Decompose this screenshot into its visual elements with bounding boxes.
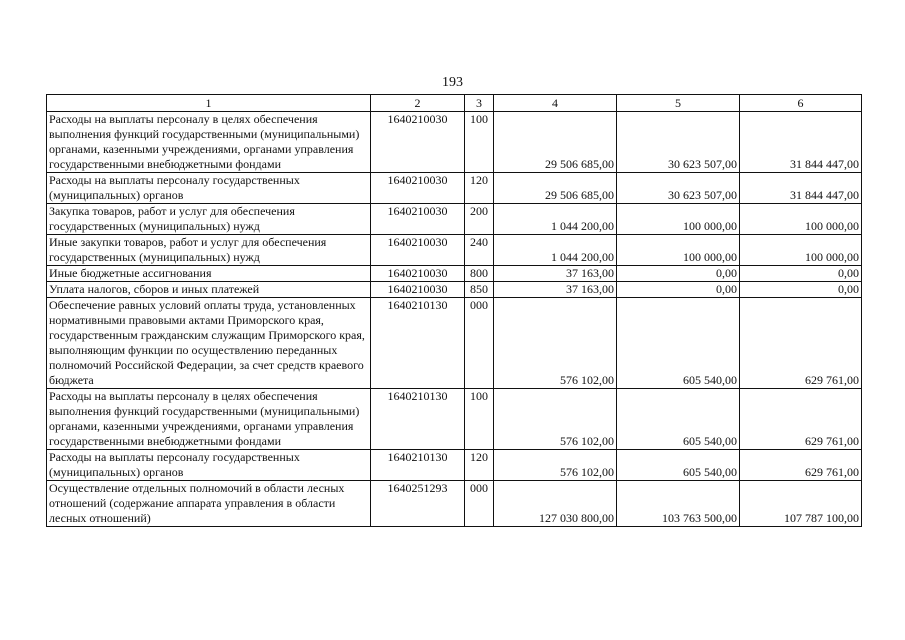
target-article-cell: 1640210130 [371, 298, 465, 389]
expense-type-cell: 000 [465, 298, 494, 389]
row-name-cell: Иные закупки товаров, работ и услуг для обеспечения государственных (муниципальных) нужд [47, 235, 371, 266]
amount-year3-cell: 100 000,00 [740, 235, 862, 266]
amount-year1-cell: 1 044 200,00 [494, 204, 617, 235]
amount-year1-cell: 127 030 800,00 [494, 481, 617, 527]
expense-type-cell: 120 [465, 173, 494, 204]
amount-year1-cell: 1 044 200,00 [494, 235, 617, 266]
table-header-row [47, 95, 862, 112]
column-header: 6 [740, 95, 862, 112]
page-number: 193 [442, 75, 463, 90]
amount-year2-cell: 30 623 507,00 [617, 173, 740, 204]
table-row [47, 481, 862, 527]
amount-year1-cell: 576 102,00 [494, 298, 617, 389]
amount-year3-cell: 31 844 447,00 [740, 112, 862, 173]
amount-year3-cell: 0,00 [740, 282, 862, 298]
expense-type-cell: 850 [465, 282, 494, 298]
amount-year1-cell: 29 506 685,00 [494, 173, 617, 204]
expense-type-cell: 240 [465, 235, 494, 266]
amount-year1-cell: 29 506 685,00 [494, 112, 617, 173]
table-row [47, 235, 862, 266]
amount-year1-cell: 576 102,00 [494, 450, 617, 481]
row-name-cell: Расходы на выплаты персоналу государственных (муниципальных) органов [47, 450, 371, 481]
target-article-cell: 1640210130 [371, 450, 465, 481]
column-header: 3 [465, 95, 494, 112]
expense-type-cell: 000 [465, 481, 494, 527]
amount-year3-cell: 629 761,00 [740, 450, 862, 481]
amount-year1-cell: 37 163,00 [494, 282, 617, 298]
amount-year2-cell: 100 000,00 [617, 204, 740, 235]
target-article-cell: 1640210030 [371, 235, 465, 266]
amount-year1-cell: 37 163,00 [494, 266, 617, 282]
amount-year2-cell: 605 540,00 [617, 450, 740, 481]
column-header: 4 [494, 95, 617, 112]
amount-year2-cell: 0,00 [617, 266, 740, 282]
table-row [47, 282, 862, 298]
expense-type-cell: 100 [465, 389, 494, 450]
amount-year3-cell: 629 761,00 [740, 298, 862, 389]
expense-type-cell: 800 [465, 266, 494, 282]
column-header: 2 [371, 95, 465, 112]
amount-year2-cell: 103 763 500,00 [617, 481, 740, 527]
amount-year3-cell: 100 000,00 [740, 204, 862, 235]
row-name-cell: Уплата налогов, сборов и иных платежей [47, 282, 371, 298]
target-article-cell: 1640210030 [371, 173, 465, 204]
amount-year3-cell: 31 844 447,00 [740, 173, 862, 204]
amount-year1-cell: 576 102,00 [494, 389, 617, 450]
expense-type-cell: 120 [465, 450, 494, 481]
table-row [47, 450, 862, 481]
table-row [47, 112, 862, 173]
amount-year3-cell: 107 787 100,00 [740, 481, 862, 527]
column-header: 1 [47, 95, 371, 112]
table-row [47, 298, 862, 389]
budget-table [46, 94, 862, 527]
expense-type-cell: 100 [465, 112, 494, 173]
target-article-cell: 1640210030 [371, 282, 465, 298]
amount-year3-cell: 0,00 [740, 266, 862, 282]
target-article-cell: 1640210030 [371, 112, 465, 173]
target-article-cell: 1640210030 [371, 204, 465, 235]
target-article-cell: 1640210130 [371, 389, 465, 450]
table-row [47, 204, 862, 235]
amount-year2-cell: 605 540,00 [617, 298, 740, 389]
row-name-cell: Расходы на выплаты персоналу в целях обеспечения выполнения функций государственными (муниципальными) органами, казенными учреждениями, органами управления государственными внебюджетными фондами [47, 389, 371, 450]
amount-year2-cell: 0,00 [617, 282, 740, 298]
target-article-cell: 1640210030 [371, 266, 465, 282]
expense-type-cell: 200 [465, 204, 494, 235]
amount-year3-cell: 629 761,00 [740, 389, 862, 450]
row-name-cell: Обеспечение равных условий оплаты труда, установленных нормативными правовыми актами Приморского края, государственным гражданским служащим Приморского края, выполняющим функции по осуществлению переданных полномочий Российской Федерации, за счет средств краевого бюджета [47, 298, 371, 389]
amount-year2-cell: 100 000,00 [617, 235, 740, 266]
table-row [47, 266, 862, 282]
row-name-cell: Иные бюджетные ассигнования [47, 266, 371, 282]
table-row [47, 173, 862, 204]
amount-year2-cell: 605 540,00 [617, 389, 740, 450]
target-article-cell: 1640251293 [371, 481, 465, 527]
row-name-cell: Расходы на выплаты персоналу в целях обеспечения выполнения функций государственными (муниципальными) органами, казенными учреждениями, органами управления государственными внебюджетными фондами [47, 112, 371, 173]
amount-year2-cell: 30 623 507,00 [617, 112, 740, 173]
table-body [47, 112, 862, 527]
column-header: 5 [617, 95, 740, 112]
row-name-cell: Закупка товаров, работ и услуг для обеспечения государственных (муниципальных) нужд [47, 204, 371, 235]
row-name-cell: Расходы на выплаты персоналу государственных (муниципальных) органов [47, 173, 371, 204]
row-name-cell: Осуществление отдельных полномочий в области лесных отношений (содержание аппарата управления в области лесных отношений) [47, 481, 371, 527]
table-row [47, 389, 862, 450]
